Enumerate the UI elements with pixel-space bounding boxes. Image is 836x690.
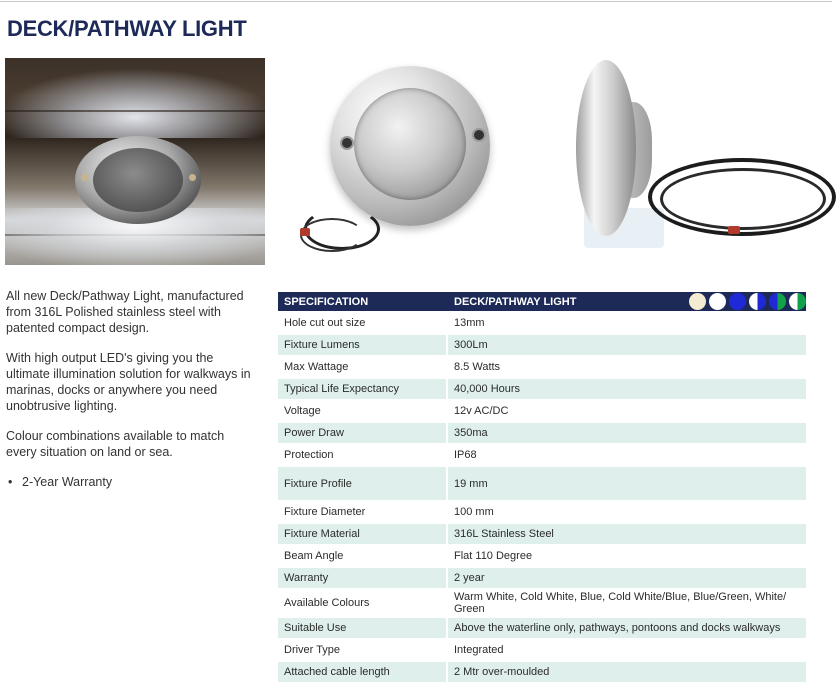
colour-swatches bbox=[689, 293, 806, 310]
table-row bbox=[278, 313, 806, 333]
spec-value: 2 year bbox=[448, 568, 806, 588]
spec-label: Power Draw bbox=[278, 423, 448, 443]
description-paragraph: Colour combinations available to match every situation on land or sea. bbox=[6, 429, 225, 459]
spec-value: IP68 bbox=[448, 445, 806, 465]
table-row bbox=[278, 357, 806, 377]
spec-label: Typical Life Expectancy bbox=[278, 379, 448, 399]
table-row bbox=[278, 467, 806, 500]
table-row bbox=[278, 445, 806, 465]
specification-table bbox=[278, 290, 806, 684]
spec-value: 8.5 Watts bbox=[448, 357, 806, 377]
spec-label: Attached cable length bbox=[278, 662, 448, 682]
table-header-row bbox=[278, 292, 806, 311]
swatch-warm-white-icon bbox=[689, 293, 706, 310]
spec-value: 2 Mtr over-moulded bbox=[448, 662, 806, 682]
top-divider bbox=[0, 1, 832, 2]
table-row bbox=[278, 590, 806, 616]
spec-value: 13mm bbox=[448, 313, 806, 333]
table-row bbox=[278, 423, 806, 443]
spec-value: Above the waterline only, pathways, pontoons and docks walkways bbox=[448, 618, 806, 638]
table-row bbox=[278, 618, 806, 638]
spec-label: Fixture Profile bbox=[278, 467, 448, 500]
table-row bbox=[278, 662, 806, 682]
page-title: DECK/PATHWAY LIGHT bbox=[7, 16, 247, 41]
spec-value: 316L Stainless Steel bbox=[448, 524, 806, 544]
table-row bbox=[278, 640, 806, 660]
table-row bbox=[278, 568, 806, 588]
spec-label: Protection bbox=[278, 445, 448, 465]
spec-label: Fixture Lumens bbox=[278, 335, 448, 355]
spec-label: Beam Angle bbox=[278, 546, 448, 566]
spec-label: Max Wattage bbox=[278, 357, 448, 377]
spec-value: Flat 110 Degree bbox=[448, 546, 806, 566]
table-row bbox=[278, 502, 806, 522]
spec-label: Fixture Diameter bbox=[278, 502, 448, 522]
spec-label: Driver Type bbox=[278, 640, 448, 660]
spec-label: Fixture Material bbox=[278, 524, 448, 544]
swatch-cold-white-icon bbox=[709, 293, 726, 310]
spec-value: 100 mm bbox=[448, 502, 806, 522]
table-row bbox=[278, 335, 806, 355]
table-row bbox=[278, 379, 806, 399]
spec-value: Warm White, Cold White, Blue, Cold White/Blue, Blue/Green, White/ Green bbox=[448, 590, 806, 616]
spec-label: Suitable Use bbox=[278, 618, 448, 638]
spec-label: Hole cut out size bbox=[278, 313, 448, 333]
feature-list bbox=[6, 474, 256, 490]
description-paragraph: All new Deck/Pathway Light, manufactured from 316L Polished stainless steel with patented compact design. bbox=[6, 289, 244, 335]
product-photo-installed bbox=[5, 58, 265, 265]
product-photo-side bbox=[548, 58, 834, 268]
product-photo-front bbox=[296, 58, 516, 268]
table-row bbox=[278, 546, 806, 566]
product-description bbox=[6, 288, 256, 490]
table-row bbox=[278, 524, 806, 544]
swatch-cold-white-blue-icon bbox=[749, 293, 766, 310]
feature-item: • 2-Year Warranty bbox=[6, 474, 256, 490]
swatch-blue-icon bbox=[729, 293, 746, 310]
spec-value: 40,000 Hours bbox=[448, 379, 806, 399]
spec-value: 19 mm bbox=[448, 467, 806, 500]
spec-label: Available Colours bbox=[278, 590, 448, 616]
table-row bbox=[278, 401, 806, 421]
header-specification: SPECIFICATION bbox=[278, 292, 448, 311]
spec-label: Warranty bbox=[278, 568, 448, 588]
spec-label: Voltage bbox=[278, 401, 448, 421]
spec-value: 12v AC/DC bbox=[448, 401, 806, 421]
description-paragraph: With high output LED's giving you the ultimate illumination solution for walkways in marinas, docks or anywhere you need unobtrusive lighting. bbox=[6, 351, 251, 413]
header-product bbox=[448, 292, 806, 311]
header-product-label: DECK/PATHWAY LIGHT bbox=[454, 295, 577, 308]
spec-value: Integrated bbox=[448, 640, 806, 660]
swatch-blue-green-icon bbox=[769, 293, 786, 310]
spec-value: 300Lm bbox=[448, 335, 806, 355]
swatch-white-green-icon bbox=[789, 293, 806, 310]
spec-value: 350ma bbox=[448, 423, 806, 443]
